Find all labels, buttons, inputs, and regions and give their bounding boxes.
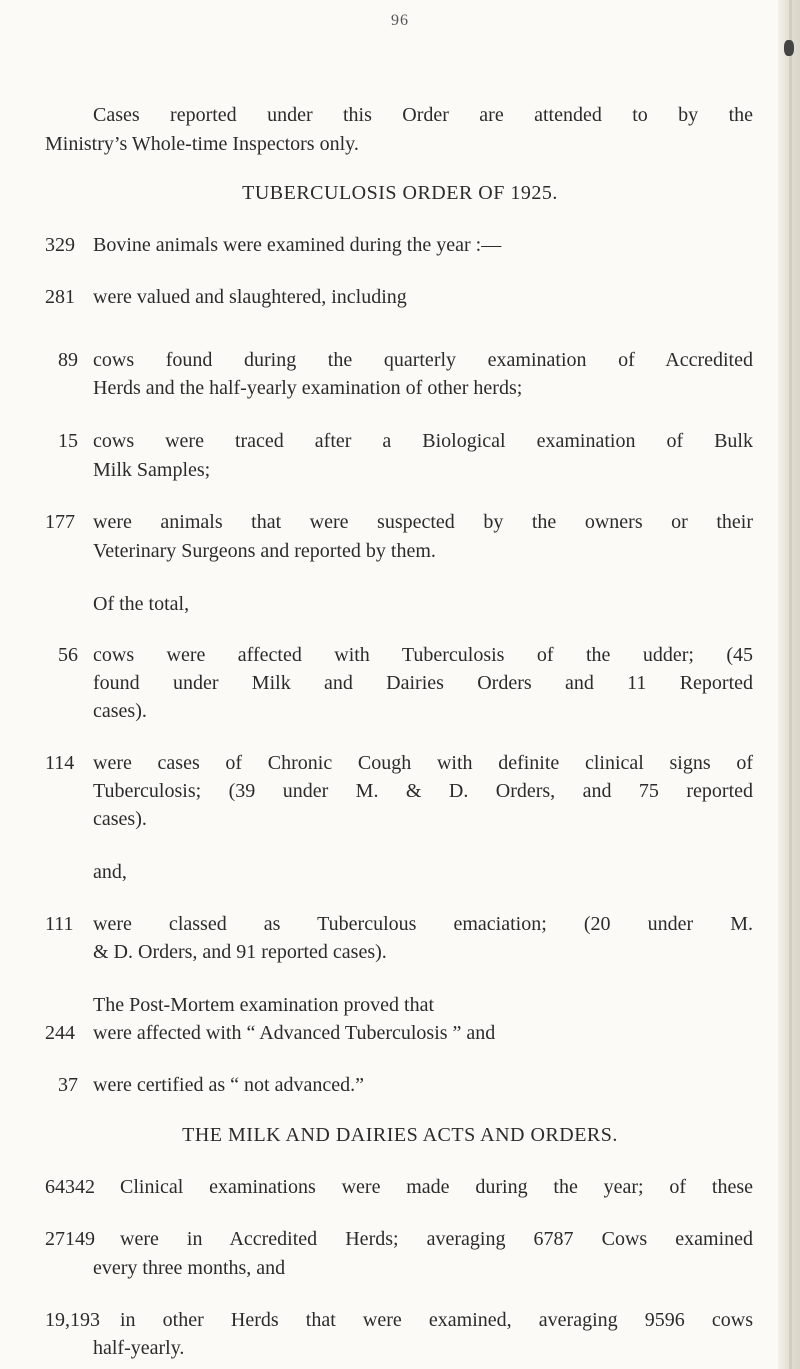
item-number: 56 [58, 644, 78, 666]
page-edge-line [789, 0, 792, 1369]
intro-line-1: Cases reported under this Order are attended to by the [93, 104, 753, 126]
item-text-line-3: cases). [93, 700, 147, 722]
page-number: 96 [391, 12, 409, 29]
item-text-line-1: cows were affected with Tuberculosis of the udder; (45 [93, 644, 753, 666]
item-text-line-2: Herds and the half-yearly examination of other herds; [93, 377, 523, 399]
scan-blemish [784, 40, 794, 56]
item-text-line-2: found under Milk and Dairies Orders and 11 Reported [93, 672, 753, 694]
item-number: 329 [45, 234, 75, 256]
item-text-line-1: cows were traced after a Biological examination of Bulk [93, 430, 753, 452]
item-text-line-2: Veterinary Surgeons and reported by them. [93, 540, 436, 562]
item-number: 281 [45, 286, 75, 308]
item-text-line-2: half-yearly. [93, 1337, 185, 1359]
item-text-line-2: Milk Samples; [93, 459, 211, 481]
item-text: Bovine animals were examined during the year :— [93, 234, 502, 256]
item-text: Clinical examinations were made during the year; of these [120, 1176, 753, 1198]
item-text-line-1: cows found during the quarterly examination of Accredited [93, 349, 753, 371]
item-text: were certified as “ not advanced.” [93, 1074, 364, 1096]
item-text-line-1: were classed as Tuberculous emaciation; (20 under M. [93, 913, 753, 935]
of-the-total: Of the total, [93, 593, 190, 615]
item-number: 27149 [45, 1228, 95, 1250]
item-text-line-3: cases). [93, 808, 147, 830]
item-text-line-2: Tuberculosis; (39 under M. & D. Orders, and 75 reported [93, 780, 753, 802]
item-text: were valued and slaughtered, including [93, 286, 407, 308]
item-number: 114 [45, 752, 75, 774]
item-number: 19,193 [45, 1309, 100, 1331]
item-number: 37 [58, 1074, 78, 1096]
post-mortem-text: The Post-Mortem examination proved that [93, 994, 435, 1016]
item-number: 64342 [45, 1176, 95, 1198]
item-text-line-1: were animals that were suspected by the owners or their [93, 511, 753, 533]
section-heading-milk-dairies: THE MILK AND DAIRIES ACTS AND ORDERS. [182, 1124, 618, 1146]
item-number: 15 [58, 430, 78, 452]
and-text: and, [93, 861, 127, 883]
item-number: 89 [58, 349, 78, 371]
item-number: 244 [45, 1022, 75, 1044]
item-text: were affected with “ Advanced Tuberculosis ” and [93, 1022, 496, 1044]
item-text-line-2: every three months, and [93, 1257, 286, 1279]
item-text-line-2: & D. Orders, and 91 reported cases). [93, 941, 387, 963]
section-heading-tuberculosis: TUBERCULOSIS ORDER OF 1925. [242, 182, 558, 204]
item-text-line-1: were in Accredited Herds; averaging 6787 Cows examined [120, 1228, 753, 1250]
intro-line-2: Ministry’s Whole-time Inspectors only. [45, 133, 359, 155]
item-number: 177 [45, 511, 75, 533]
item-text-line-1: in other Herds that were examined, averaging 9596 cows [120, 1309, 753, 1331]
item-text-line-1: were cases of Chronic Cough with definite clinical signs of [93, 752, 753, 774]
item-number: 111 [45, 913, 74, 935]
